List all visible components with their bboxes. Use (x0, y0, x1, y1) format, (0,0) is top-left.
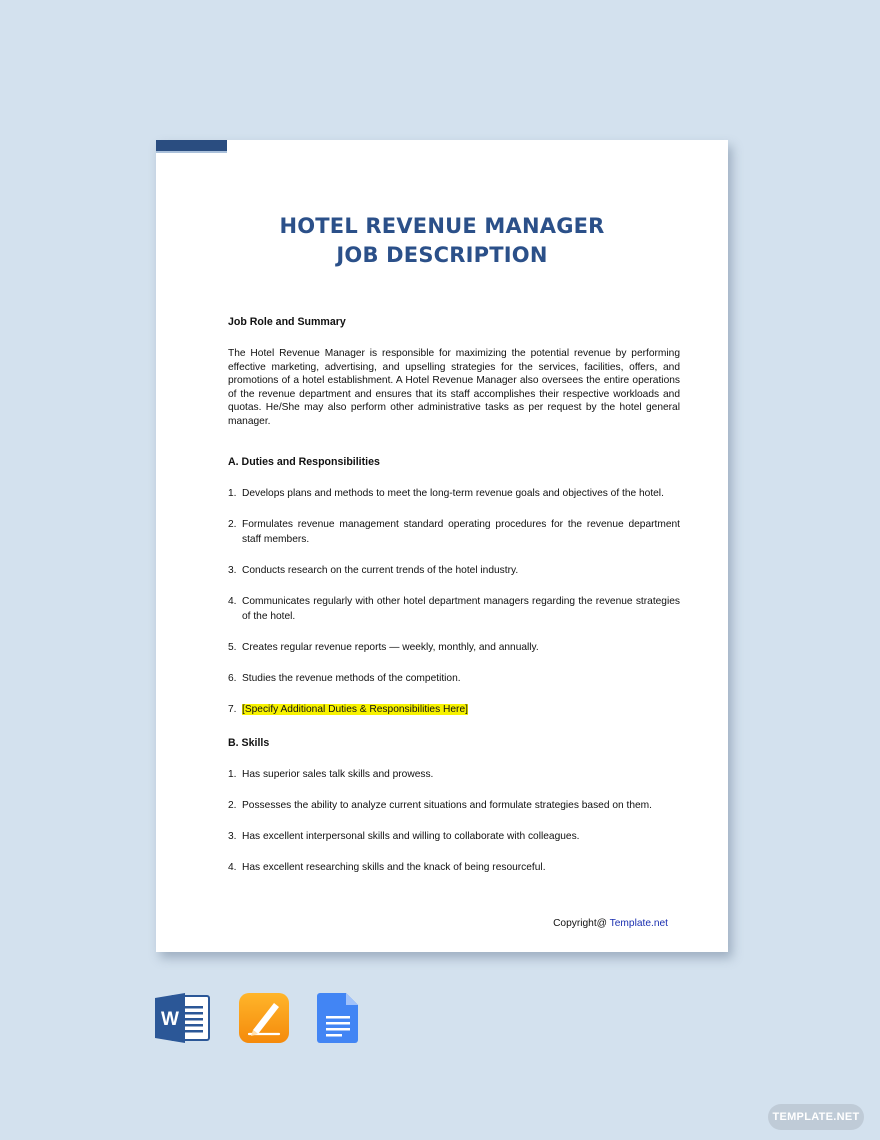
title-line-1: HOTEL REVENUE MANAGER (279, 214, 605, 238)
title-line-2: JOB DESCRIPTION (336, 243, 548, 267)
summary-text: The Hotel Revenue Manager is responsible for maximizing the potential revenue by performing effective marketing, advertising, and upselling strategies for the services, facilities, offers, and promotions of a hotel establishment. A Hotel Revenue Manager also oversees the entire operations of the revenue department and ensures that its staff accomplishes their respective workloads and quotas. He/She may also perform other administrative tasks as per request by the hotel general manager. (228, 348, 680, 427)
skill-item: 1. Has superior sales talk skills and prowess. (228, 769, 434, 780)
highlighted-placeholder: [Specify Additional Duties & Responsibilities Here] (242, 704, 468, 715)
copyright-link[interactable]: Template.net (609, 918, 668, 929)
duties-list (228, 486, 680, 717)
pages-icon[interactable] (238, 992, 290, 1044)
word-letter: W (161, 1009, 179, 1030)
template-net-watermark: TEMPLATE.NET (768, 1104, 864, 1130)
corner-accent-bar (156, 140, 227, 151)
document-page (156, 140, 728, 952)
copyright-label: Copyright@ (553, 918, 608, 929)
duty-item: 3. Conducts research on the current trends of the hotel industry. (228, 565, 519, 576)
copyright-notice (553, 918, 668, 929)
skill-item: 3. Has excellent interpersonal skills and willing to collaborate with colleagues. (228, 831, 580, 842)
duty-item: 5. Creates regular revenue reports — weekly, monthly, and annually. (228, 642, 539, 653)
skills-list (228, 767, 680, 875)
duty-item: 4. Communicates regularly with other hotel department managers regarding the revenue strategies of the hotel. (228, 596, 680, 622)
skill-item: 4. Has excellent researching skills and the knack of being resourceful. (228, 862, 546, 873)
duty-item: 6. Studies the revenue methods of the competition. (228, 673, 461, 684)
skills-heading: B. Skills (228, 737, 270, 749)
duty-item: 2. Formulates revenue management standard operating procedures for the revenue department staff members. (228, 519, 680, 545)
duties-heading: A. Duties and Responsibilities (228, 456, 380, 468)
word-icon[interactable] (155, 992, 211, 1044)
document-title (156, 212, 728, 270)
skill-item: 2. Possesses the ability to analyze current situations and formulate strategies based on them. (228, 800, 652, 811)
duty-item: 1. Develops plans and methods to meet the long-term revenue goals and objectives of the hotel. (228, 488, 664, 499)
document-content (228, 316, 680, 891)
duty-item-placeholder: 7. [Specify Additional Duties & Responsibilities Here] (228, 704, 468, 715)
summary-heading: Job Role and Summary (228, 316, 346, 328)
google-docs-icon[interactable] (317, 992, 359, 1044)
